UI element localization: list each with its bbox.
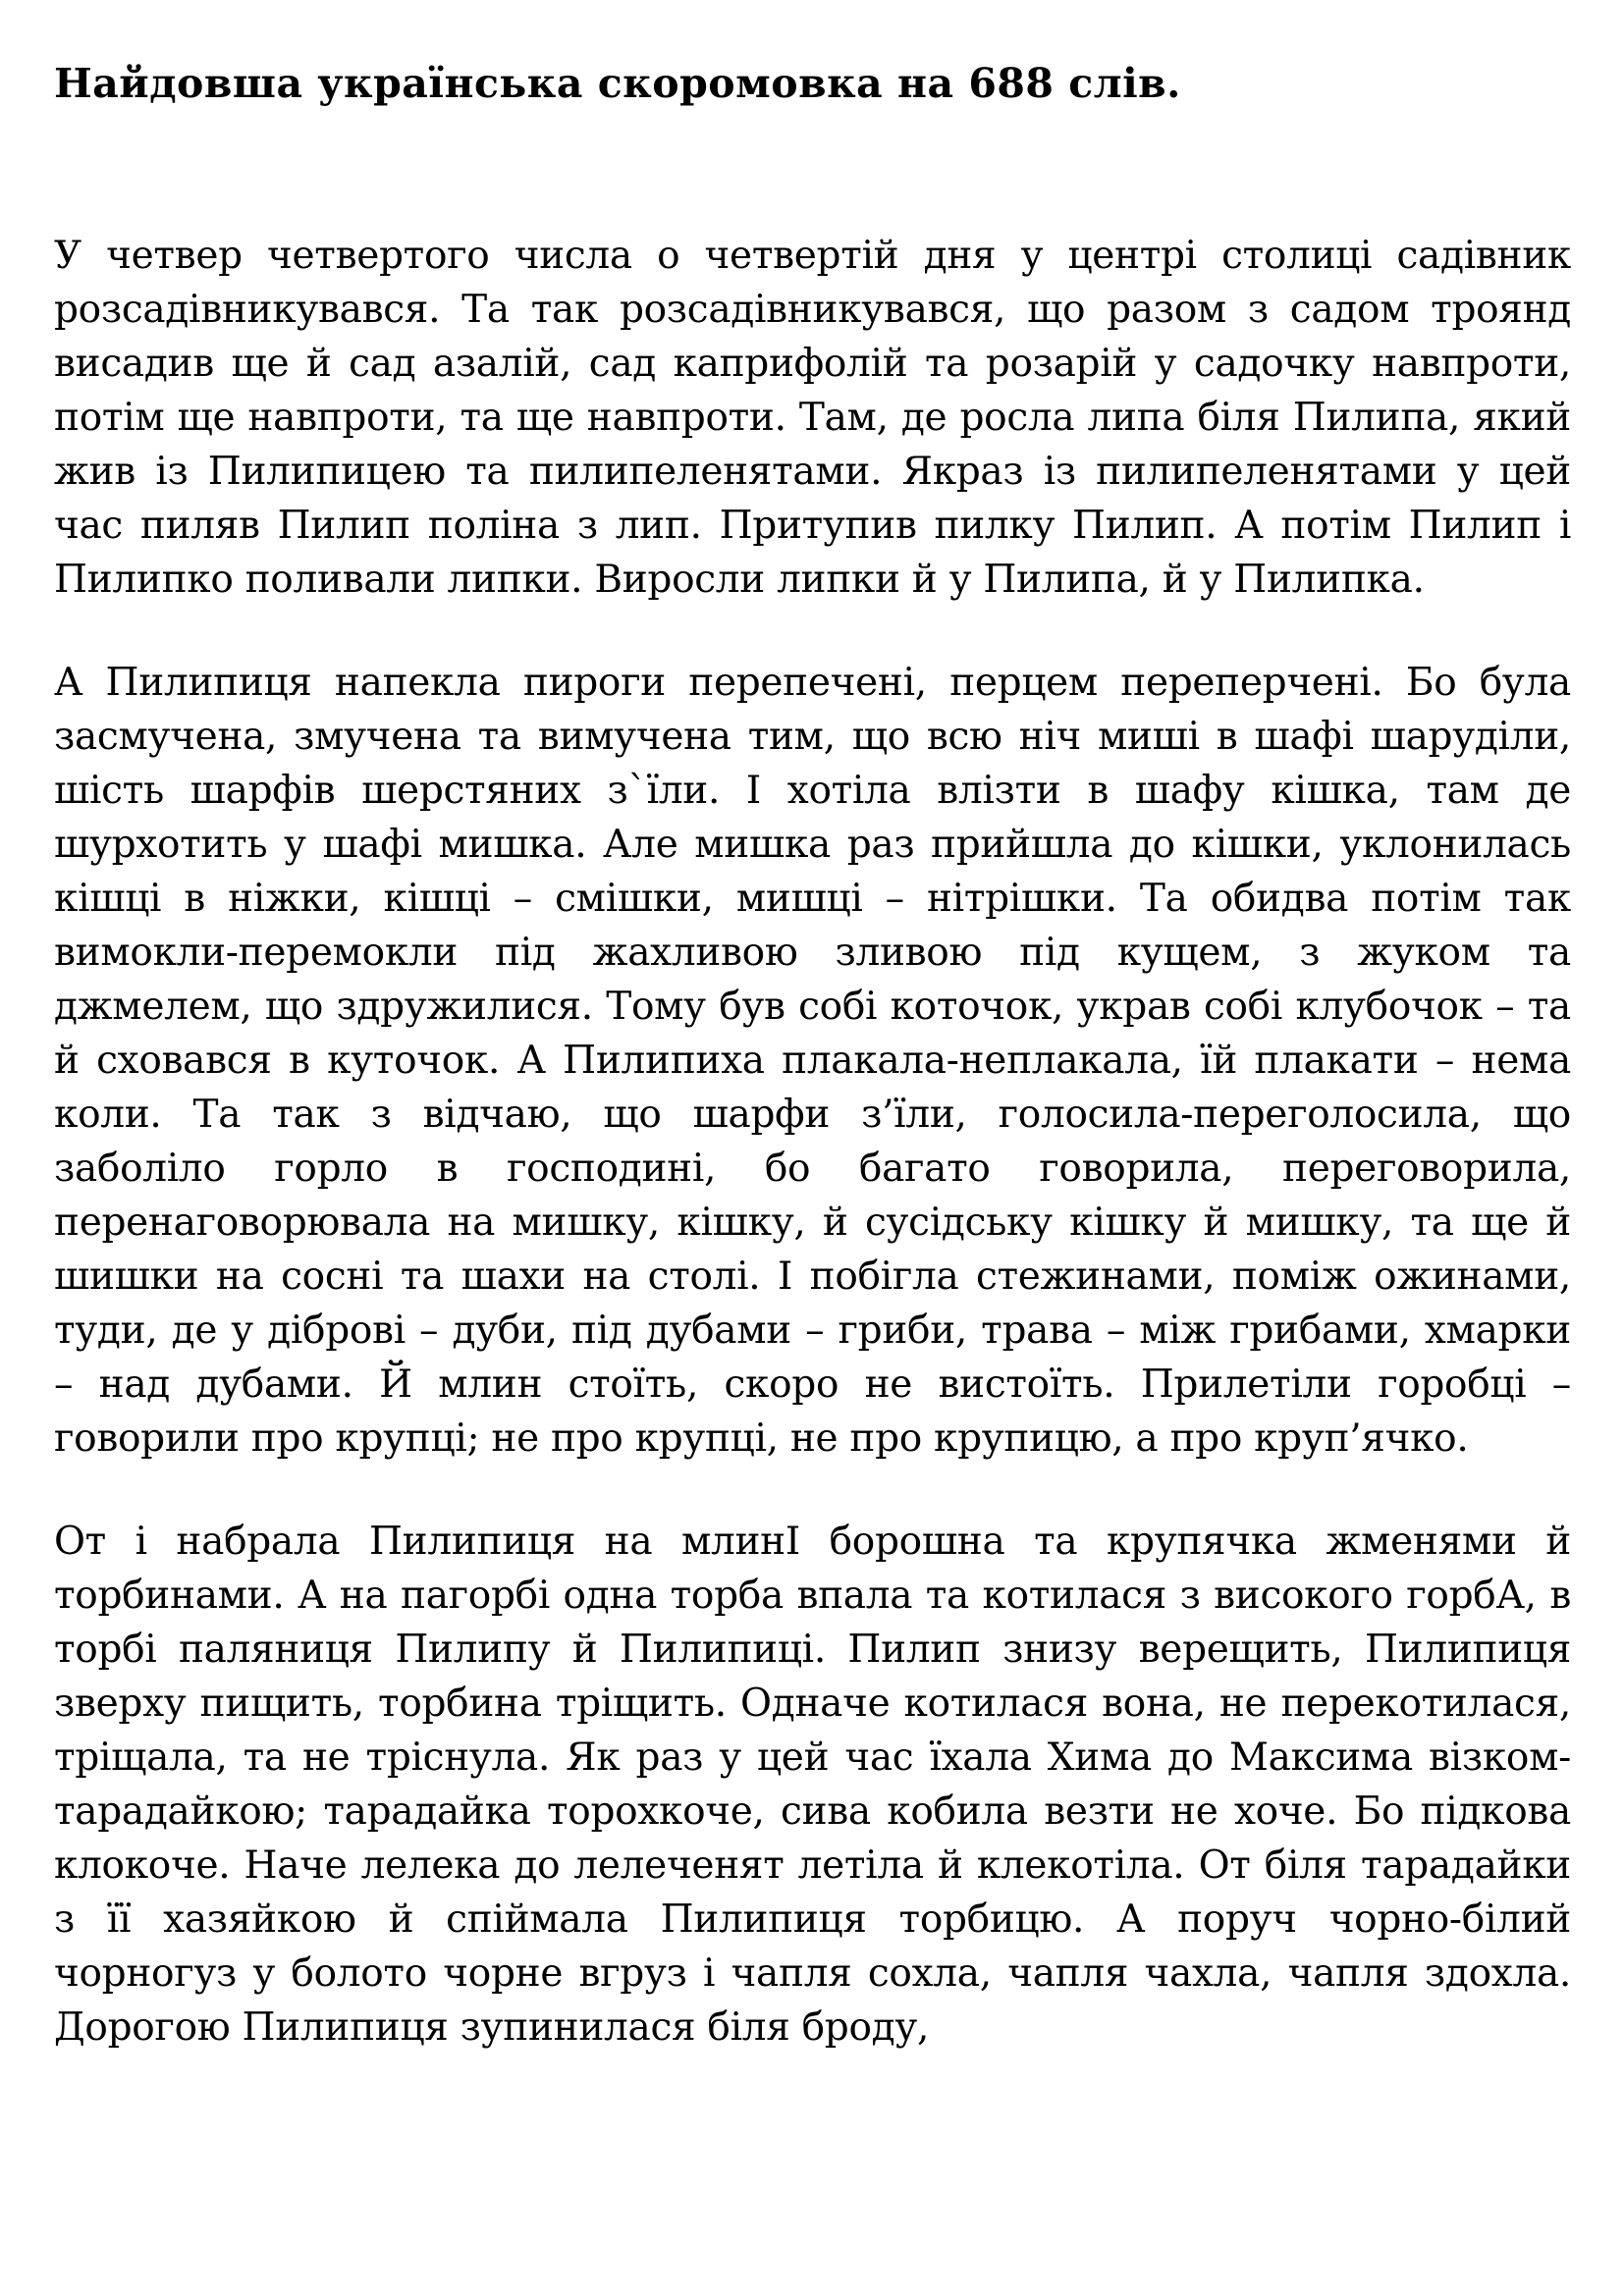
paragraph-2: А Пилипиця напекла пироги перепечені, перцем переперчені. Бо була засмучена, змучена та вимучена тим, що всю ніч миші в шафі шаруділи, шість шарфів шерстяних з`їли. І хотіла влізти в шафу кішка, там де шурхотить у шафі мишка. Але мишка раз прийшла до кішки, уклонилась кішці в ніжки, кішці – смішки, мишці – нітрішки. Та обидва потім так вимокли-перемокли під жахливою зливою під кущем, з жуком та джмелем, що здружилися. Тому був собі коточок, украв собі клубочок – та й сховався в куточок. А Пилипиха плакала-неплакала, їй плакати – нема коли. Та так з відчаю, що шарфи з’їли, голосила-переголосила, що заболіло горло в господині, бо багато говорила, переговорила, перенаговорювала на мишку, кішку, й сусідську кішку й мишку, та ще й шишки на сосні та шахи на столі. І побігла стежинами, поміж ожинами, туди, де у діброві – дуби, під дубами – гриби, трава – між грибами, хмарки – над дубами. Й млин стоїть, скоро не вистоїть. Прилетіли горобці – говорили про крупці; не про крупці, не про крупицю, а про круп’ячко. <box>54 661 1571 1462</box>
page-title: Найдовша українська скоромовка на 688 слів. <box>54 60 1181 107</box>
document-body <box>54 229 1571 2055</box>
paragraph-1: У четвер четвертого числа о четвертій дня у центрі столиці садівник розсадівникувався. Та так розсадівникувався, що разом з садом троянд висадив ще й сад азалій, сад каприфолій та розарій у садочку навпроти, потім ще навпроти, та ще навпроти. Там, де росла липа біля Пилипа, який жив із Пилипицею та пилипеленятами. Якраз із пилипеленятами у цей час пиляв Пилип поліна з лип. Притупив пилку Пилип. А потім Пилип і Пилипко поливали липки. Виросли липки й у Пилипа, й у Пилипка. <box>54 234 1571 603</box>
paragraph-3: От і набрала Пилипиця на млинІ борошна та крупячка жменями й торбинами. А на пагорбі одна торба впала та котилася з високого горбА, в торбі паляниця Пилипу й Пилипиці. Пилип знизу верещить, Пилипиця зверху пищить, торбина тріщить. Одначе котилася вона, не перекотилася, тріщала, та не тріснула. Як раз у цей час їхала Хима до Максима візком-тарадайкою; тарадайка торохкоче, сива кобила везти не хоче. Бо підкова клокоче. Наче лелека до лелеченят летіла й клекотіла. От біля тарадайки з її хазяйкою й спіймала Пилипиця торбицю. А поруч чорно-білий чорногуз у болото чорне вгруз і чапля сохла, чапля чахла, чапля здохла. Дорогою Пилипиця зупинилася біля броду, <box>54 1520 1571 2051</box>
